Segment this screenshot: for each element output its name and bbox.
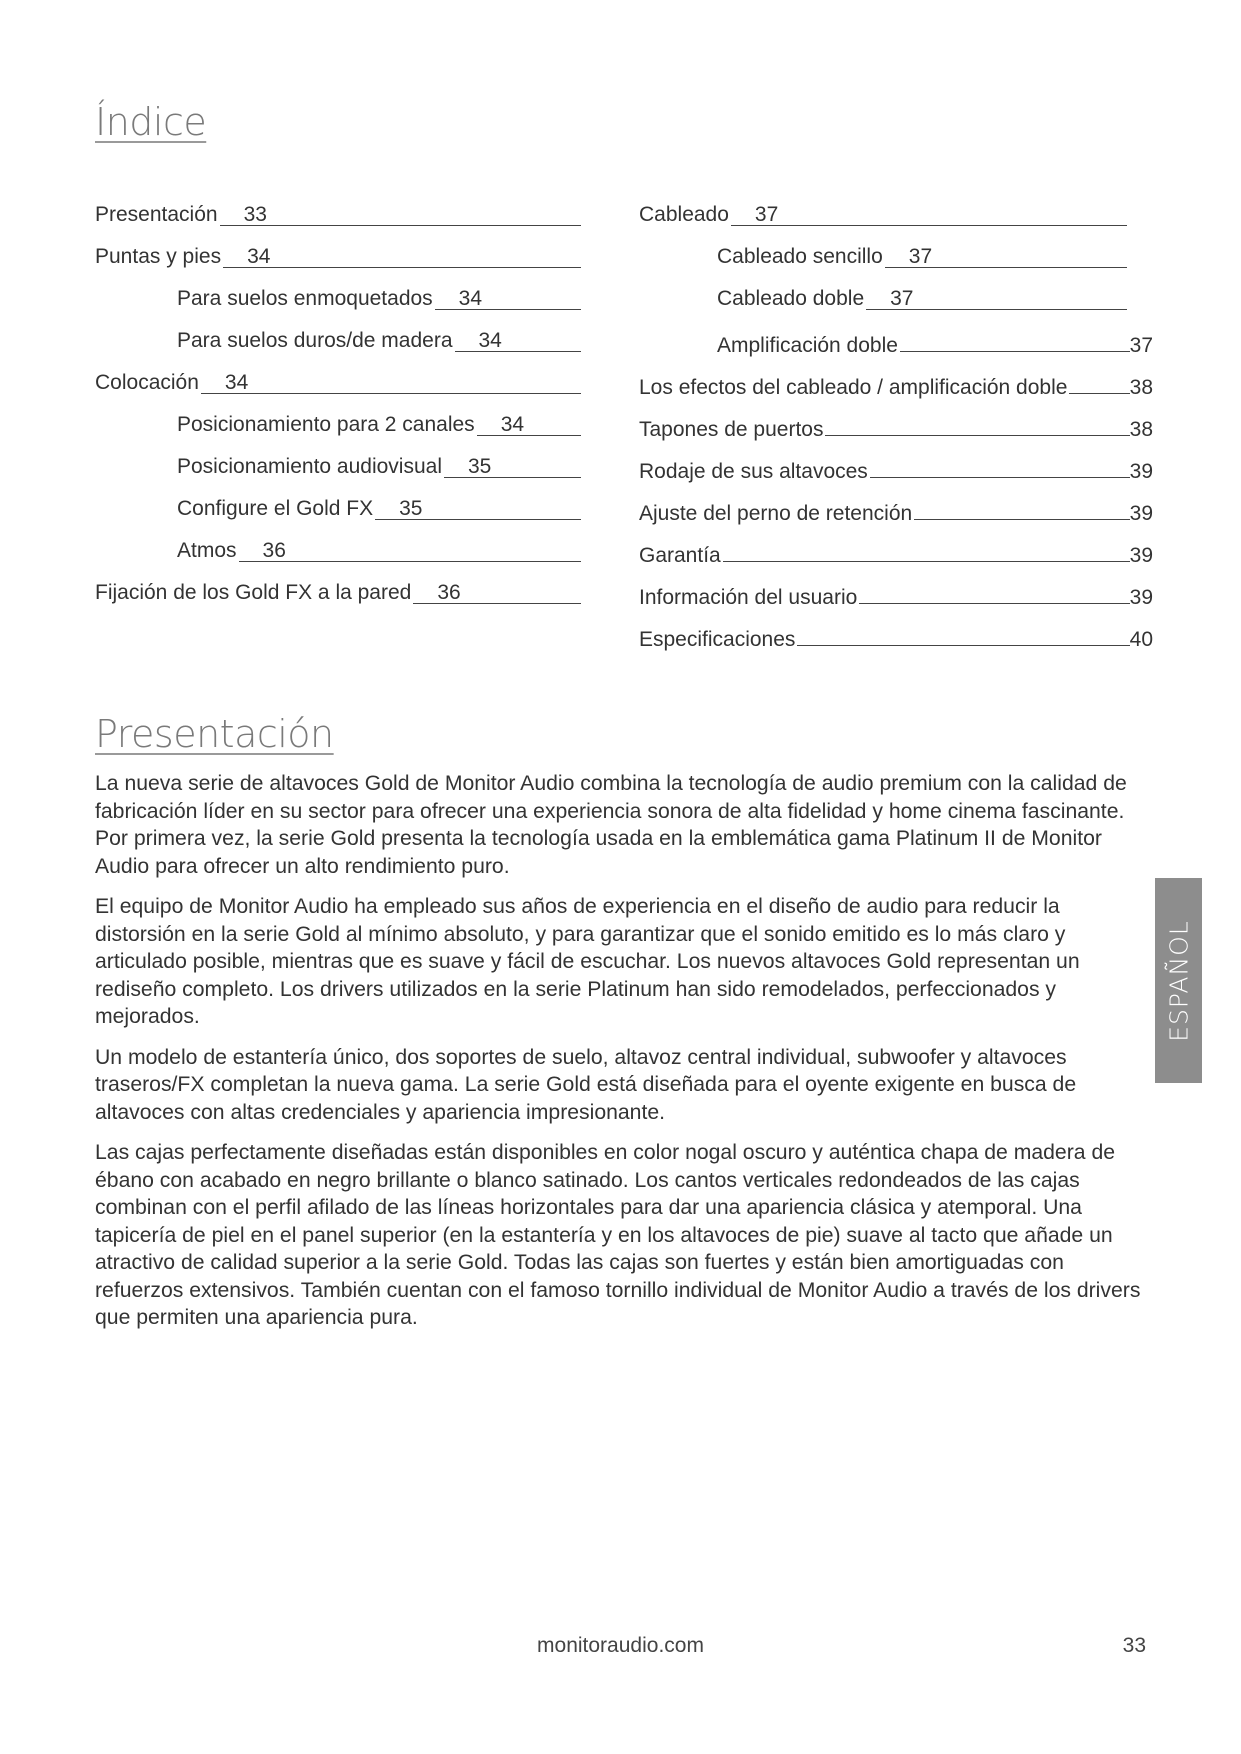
toc-entry[interactable]	[639, 371, 1153, 413]
toc-leader-line	[797, 623, 1129, 646]
toc-right-column	[639, 203, 1153, 665]
toc-entry[interactable]	[95, 413, 581, 455]
toc-leader-line	[885, 245, 1127, 268]
toc-leader-line	[731, 203, 1127, 226]
paragraph: El equipo de Monitor Audio ha empleado sus años de experiencia en el diseño de audio para reducir la distorsión en la serie Gold al mínimo absoluto, y para garantizar que el sonido emitido es lo más claro y articulado posible, mientras que es suave y fácil de escuchar. Los nuevos altavoces Gold representan un rediseño completo. Los drivers utilizados en la serie Platinum han sido remodelados, perfeccionados y mejorados.	[95, 895, 1080, 1028]
toc-entry-title: Tapones de puertos	[639, 418, 824, 441]
toc-entry-page: 34	[500, 413, 525, 436]
toc-entry-page: 36	[437, 581, 461, 604]
toc-entry[interactable]	[639, 203, 1153, 245]
toc-leader-line	[444, 455, 581, 478]
toc-entry-page: 37	[1129, 334, 1153, 357]
toc-entry-page: 34	[224, 371, 249, 394]
toc-leader-line	[201, 371, 581, 394]
paragraph: Las cajas perfectamente diseñadas están disponibles en color nogal oscuro y auténtica chapa de madera de ébano con acabado en negro brillante o blanco satinado. Los cantos verticales redondeados de las cajas combinan con el perfil afilado de las líneas horizontales para dar una apariencia clásica y atemporal. Una tapicería de piel en el panel superior (en la estantería y en los altavoces de pie) suave al tacto que añade un atractivo de calidad superior a la serie Gold. Todas las cajas son fuertes y están bien amortiguadas con refuerzos extensivos. También cuentan con el famoso tornillo individual de Monitor Audio a través de los drivers que permiten una apariencia pura.	[95, 1141, 1141, 1329]
toc-entry-title: Ajuste del perno de retención	[639, 502, 913, 525]
toc-entry[interactable]	[95, 329, 581, 371]
toc-entry-title: Información del usuario	[639, 586, 858, 609]
toc-entry-page: 39	[1129, 586, 1153, 609]
toc-entry[interactable]	[639, 455, 1153, 497]
toc-entry[interactable]	[639, 413, 1153, 455]
toc-leader-line	[239, 539, 581, 562]
toc-entry-title: Colocación	[95, 371, 199, 394]
footer-url: monitoraudio.com	[537, 1634, 704, 1657]
toc-entry-page: 34	[478, 329, 502, 352]
toc-leader-line	[866, 287, 1127, 310]
toc-leader-line	[723, 539, 1130, 562]
toc-entry-title: Garantía	[639, 544, 721, 567]
paragraph: La nueva serie de altavoces Gold de Monitor Audio combina la tecnología de audio premium con la calidad de fabricación líder en su sector para ofrecer una experiencia sonora de alta fidelidad y home cinema fascinante. Por primera vez, la serie Gold presenta la tecnología usada en la emblemática gama Platinum II de Monitor Audio para ofrecer un alto rendimiento puro.	[95, 772, 1127, 878]
toc-entry[interactable]	[95, 371, 581, 413]
toc-leader-line	[220, 203, 581, 226]
toc-leader-line	[375, 497, 581, 520]
toc-leader-line	[223, 245, 581, 268]
toc-entry[interactable]	[95, 581, 581, 623]
toc-entry[interactable]	[95, 497, 581, 539]
toc-entry[interactable]	[639, 539, 1153, 581]
toc-leader-line	[914, 497, 1129, 520]
toc-left-column	[95, 203, 581, 623]
toc-leader-line	[455, 329, 582, 352]
presentation-title: Presentación	[95, 712, 334, 756]
toc-entry-title: Cableado sencillo	[717, 245, 883, 268]
paragraph: Un modelo de estantería único, dos soportes de suelo, altavoz central individual, subwoofer y altavoces traseros/FX completan la nueva gama. La serie Gold está diseñada para el oyente exigente en busca de altavoces con altas credenciales y apariencia impresionante.	[95, 1045, 1077, 1124]
toc-entry-page: 39	[1129, 502, 1153, 525]
toc-entry-title: Para suelos duros/de madera	[177, 329, 453, 352]
language-tab	[1155, 878, 1202, 1083]
toc-entry[interactable]	[639, 245, 1153, 287]
toc-entry-title: Cableado doble	[717, 287, 865, 310]
toc-entry[interactable]	[95, 203, 581, 245]
toc-entry-title: Posicionamiento para 2 canales	[177, 413, 475, 436]
toc-leader-line	[859, 581, 1129, 604]
toc-leader-line	[413, 581, 581, 604]
toc-leader-line	[477, 413, 581, 436]
toc-entry-page: 38	[1129, 418, 1153, 441]
toc-entry-page: 36	[262, 539, 286, 562]
toc-entry-page: 39	[1129, 460, 1153, 483]
toc-entry-page: 35	[399, 497, 423, 520]
toc-entry-title: Especificaciones	[639, 628, 796, 651]
toc-entry-title: Posicionamiento audiovisual	[177, 455, 442, 478]
toc-entry-title: Presentación	[95, 203, 218, 226]
toc-entry-page: 40	[1129, 628, 1153, 651]
presentation-body	[95, 770, 1145, 1345]
toc-entry[interactable]	[95, 287, 581, 329]
toc-entry[interactable]	[639, 581, 1153, 623]
toc-leader-line	[870, 455, 1130, 478]
toc-entry-page: 35	[468, 455, 492, 478]
toc-leader-line	[900, 329, 1130, 352]
toc-leader-line	[435, 287, 581, 310]
toc-leader-line	[825, 413, 1129, 436]
toc-leader-line	[1069, 371, 1129, 394]
toc-entry-title: Atmos	[177, 539, 237, 562]
toc-entry[interactable]	[639, 497, 1153, 539]
toc-entry-page: 34	[458, 287, 483, 310]
toc-entry-page: 37	[754, 203, 779, 226]
index-title: Índice	[95, 100, 207, 144]
page-number: 33	[1122, 1634, 1146, 1657]
toc-entry-page: 39	[1129, 544, 1153, 567]
toc-entry-title: Los efectos del cableado / amplificación doble	[639, 376, 1068, 399]
toc-entry-page: 37	[890, 287, 914, 310]
toc-entry[interactable]	[95, 455, 581, 497]
toc-entry-title: Cableado	[639, 203, 729, 226]
toc-entry-page: 37	[908, 245, 933, 268]
toc-entry[interactable]	[639, 623, 1153, 665]
toc-entry-page: 33	[243, 203, 267, 226]
toc-entry-page: 38	[1129, 376, 1153, 399]
toc-entry[interactable]	[639, 329, 1153, 371]
toc-entry-title: Puntas y pies	[95, 245, 222, 268]
toc-entry-title: Configure el Gold FX	[177, 497, 374, 520]
toc-entry-page: 34	[247, 245, 271, 268]
toc-entry-title: Amplificación doble	[717, 334, 898, 357]
toc-entry-title: Para suelos enmoquetados	[177, 287, 433, 310]
toc-entry-title: Rodaje de sus altavoces	[639, 460, 868, 483]
toc-entry-title: Fijación de los Gold FX a la pared	[95, 581, 412, 604]
toc-entry[interactable]	[95, 245, 581, 287]
language-tab-label: ESPAÑOL	[1164, 919, 1193, 1042]
toc-entry[interactable]	[95, 539, 581, 581]
toc-entry[interactable]	[639, 287, 1153, 329]
